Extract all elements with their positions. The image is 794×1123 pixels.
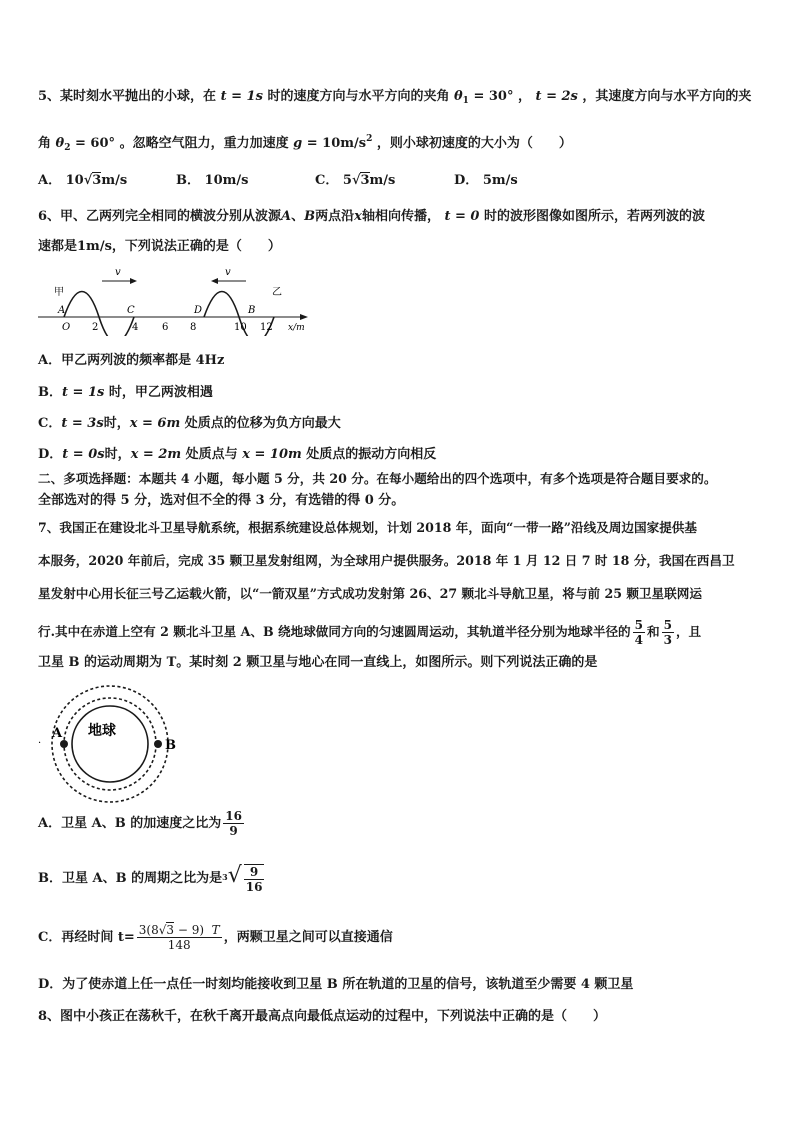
text: 轴相向传播， bbox=[361, 209, 440, 224]
math: B bbox=[304, 209, 316, 224]
text: 6、甲、乙两列完全相同的横波分别从波源 bbox=[38, 209, 282, 224]
math: T bbox=[211, 923, 220, 937]
fraction-5-4 bbox=[633, 618, 645, 647]
text: B．卫星 A、B 的周期之比为是 bbox=[38, 871, 223, 886]
math: g bbox=[293, 136, 303, 151]
q6-line1 bbox=[38, 208, 705, 226]
q7-option-b: B．卫星 A、B 的周期之比为是3√ $\frac{9}{16}$ bbox=[38, 863, 263, 894]
orbit-diagram bbox=[36, 684, 186, 804]
math: 5 bbox=[342, 173, 352, 188]
satellite-a bbox=[60, 740, 68, 748]
text: 时， bbox=[103, 416, 130, 431]
x-axis-arrow bbox=[300, 314, 308, 320]
frac-den: 4 bbox=[634, 633, 643, 647]
frac-den: 148 bbox=[167, 938, 191, 952]
text: C．再经时间 t= bbox=[38, 930, 135, 945]
math: 10m/s bbox=[204, 173, 249, 188]
math: 5m/s bbox=[482, 173, 518, 188]
option-label: C． bbox=[38, 416, 62, 431]
math: x = 6m bbox=[129, 416, 181, 431]
section2-line2 bbox=[38, 492, 404, 510]
text: 本服务，2020 年前后，完成 35 颗卫星发射组网，为全球用户提供服务。2018 年 1 月 12 日 7 时 18 分，我国在西昌卫 bbox=[38, 553, 735, 568]
math: A bbox=[281, 209, 292, 224]
velocity-arrowhead-yi bbox=[211, 278, 218, 284]
option-label: C． bbox=[315, 173, 339, 188]
q7-line2 bbox=[38, 552, 735, 570]
q7-line3 bbox=[38, 585, 702, 603]
text: 、 bbox=[291, 209, 305, 224]
tick-12: 12 bbox=[260, 322, 273, 333]
text: ， bbox=[518, 89, 532, 104]
tick-4: 4 bbox=[132, 322, 139, 333]
math: m/s bbox=[369, 173, 396, 188]
text: A．卫星 A、B 的加速度之比为 bbox=[38, 816, 222, 831]
q5-line2 bbox=[38, 130, 572, 157]
math: t = 0 bbox=[444, 209, 480, 224]
fraction-16-9 bbox=[223, 809, 244, 838]
math: t = 3s bbox=[61, 416, 104, 431]
tick-10: 10 bbox=[234, 322, 247, 333]
tick-2: 2 bbox=[92, 322, 99, 333]
math-radicand: 3 bbox=[166, 923, 175, 937]
q7-option-c bbox=[38, 918, 393, 958]
math: t = 1s bbox=[62, 385, 105, 400]
q5-option-c: C． 5√3m/s bbox=[315, 173, 396, 188]
text: 处质点的位移为负方向最大 bbox=[184, 416, 341, 431]
text: ，下列说法正确的是（ ） bbox=[111, 239, 281, 254]
frac-den: 16 bbox=[245, 879, 263, 894]
fraction-9-16 bbox=[244, 864, 265, 894]
text: 处质点的振动方向相反 bbox=[306, 447, 437, 462]
tick-6: 6 bbox=[162, 322, 169, 333]
math-sub: 1 bbox=[462, 96, 469, 106]
math: t = 2s bbox=[535, 89, 578, 104]
q6-option-d bbox=[38, 446, 436, 464]
math: x bbox=[354, 209, 362, 224]
math: m/s bbox=[101, 173, 128, 188]
point-C: C bbox=[127, 305, 135, 316]
text: 5、某时刻水平抛出的小球，在 bbox=[38, 89, 217, 104]
frac-den: 9 bbox=[229, 824, 238, 838]
text: 处质点与 bbox=[185, 447, 238, 462]
math: − 9) bbox=[174, 923, 205, 937]
q5-option-a: A． 10√3m/s bbox=[38, 173, 128, 188]
text: ，且 bbox=[675, 624, 702, 639]
label-b: B bbox=[165, 738, 176, 753]
earth-label: 地球 bbox=[88, 723, 116, 739]
fraction-5-3 bbox=[662, 618, 674, 647]
math: t = 0s bbox=[62, 447, 105, 462]
text: 卫星 B 的运动周期为 T。某时刻 2 颗卫星与地心在同一直线上，如图所示。则下列说法正确的是 bbox=[38, 655, 598, 670]
text: A．甲乙两列波的频率都是 4Hz bbox=[38, 353, 225, 368]
label-yi: 乙 bbox=[272, 287, 282, 298]
tick-O: O bbox=[62, 322, 71, 333]
frac-den: 3 bbox=[663, 633, 672, 647]
math: x = 10m bbox=[242, 447, 302, 462]
option-label: B． bbox=[176, 173, 200, 188]
math: 1m/s bbox=[77, 239, 112, 254]
q8-line1 bbox=[38, 1008, 606, 1026]
wave-jia bbox=[64, 292, 134, 337]
earth-circle bbox=[72, 706, 148, 782]
text: 角 bbox=[38, 136, 52, 151]
text: 星发射中心用长征三号乙运载火箭，以“一箭双星”方式成功发射第 26、27 颗北斗导航卫星，将与前 25 颗卫星联网运 bbox=[38, 586, 702, 601]
q5-line1 bbox=[38, 88, 751, 110]
math: x = 2m bbox=[130, 447, 182, 462]
orbit-b bbox=[52, 686, 168, 802]
velocity-arrowhead-jia bbox=[130, 278, 137, 284]
math: t = 1s bbox=[220, 89, 263, 104]
q5-option-d bbox=[454, 172, 518, 190]
section-heading: 二、多项选择题：本题共 4 小题，每小题 5 分，共 20 分。在每小题给出的四个选项中，有多个选项是符合题目要求的。 bbox=[38, 471, 717, 486]
q6-option-a bbox=[38, 352, 224, 370]
axis-label-xm: x/m bbox=[288, 323, 305, 333]
text: D．为了使赤道上任一点任一时刻均能接收到卫星 B 所在轨道的卫星的信号，该轨道至少需要 4 颗卫星 bbox=[38, 977, 634, 992]
option-label: A． bbox=[38, 173, 62, 188]
math: θ bbox=[453, 89, 463, 104]
text: 时的速度方向与水平方向的夹角 bbox=[267, 89, 450, 104]
point-A: A bbox=[58, 305, 66, 316]
q7-line4 bbox=[38, 614, 701, 650]
tick-8: 8 bbox=[190, 322, 197, 333]
q5-option-b bbox=[176, 172, 248, 190]
point-D: D bbox=[194, 305, 203, 316]
math: θ bbox=[55, 136, 65, 151]
math: = 60° bbox=[70, 136, 116, 151]
q6-option-c bbox=[38, 415, 341, 433]
label-v2: v bbox=[225, 267, 231, 278]
label-v1: v bbox=[115, 267, 121, 278]
q6-option-b bbox=[38, 384, 213, 402]
q6-line2 bbox=[38, 238, 281, 256]
text: 时的波形图像如图所示，若两列波的波 bbox=[484, 209, 706, 224]
math: 10 bbox=[65, 173, 84, 188]
section2-line1 bbox=[38, 470, 716, 488]
wave-diagram bbox=[38, 264, 318, 336]
q7-line1 bbox=[38, 519, 697, 537]
text: 时，甲乙两波相遇 bbox=[108, 385, 213, 400]
q7-option-d bbox=[38, 976, 633, 994]
text: ，则小球初速度的大小为（ ） bbox=[376, 136, 572, 151]
math: 3(8 bbox=[138, 923, 159, 937]
frac-num: 3(8√3 − 9) T bbox=[138, 923, 220, 937]
q7-option-a bbox=[38, 806, 246, 842]
option-label: D． bbox=[38, 447, 63, 462]
text: 全部选对的得 5 分，选对但不全的得 3 分，有选错的得 0 分。 bbox=[38, 493, 405, 508]
frac-num: 5 bbox=[634, 618, 643, 632]
label-a: A bbox=[52, 726, 63, 741]
text: 两点沿 bbox=[315, 209, 355, 224]
text: ，两颗卫星之间可以直接通信 bbox=[223, 930, 393, 945]
q7-line5 bbox=[38, 654, 597, 672]
text: 。忽略空气阻力，重力加速度 bbox=[119, 136, 289, 151]
orbit-a bbox=[64, 698, 156, 790]
math: = 30° bbox=[468, 89, 514, 104]
satellite-b bbox=[154, 740, 162, 748]
frac-num: 5 bbox=[663, 618, 672, 632]
math-radicand: 3 bbox=[92, 173, 102, 188]
option-label: D． bbox=[454, 173, 479, 188]
math-radicand: 3 bbox=[360, 173, 370, 188]
text: 行.其中在赤道上空有 2 颗北斗卫星 A、B 绕地球做同方向的匀速圆周运动，其轨道半径分别为地球半径的 bbox=[38, 624, 631, 639]
text: ，其速度方向与水平方向的夹 bbox=[582, 89, 752, 104]
point-B: B bbox=[248, 305, 256, 316]
root-index: 3 bbox=[222, 872, 228, 882]
text: 时， bbox=[104, 447, 131, 462]
text: 和 bbox=[647, 624, 660, 639]
tick-mark: · bbox=[38, 738, 42, 749]
label-jia: 甲 bbox=[54, 287, 64, 298]
text: 速都是 bbox=[38, 239, 78, 254]
math-sub: 2 bbox=[64, 143, 71, 153]
frac-num: 16 bbox=[225, 809, 242, 823]
math-sup: 2 bbox=[366, 134, 373, 144]
text: 8、图中小孩正在荡秋千，在秋千离开最高点向最低点运动的过程中，下列说法中正确的是（ ） bbox=[38, 1009, 607, 1024]
text: 7、我国正在建设北斗卫星导航系统，根据系统建设总体规划，计划 2018 年，面向“一带一路”沿线及周边国家提供基 bbox=[38, 520, 697, 535]
fraction-time bbox=[137, 923, 222, 952]
math: = 10m/s bbox=[302, 136, 367, 151]
option-label: B． bbox=[38, 385, 62, 400]
frac-num: 9 bbox=[244, 865, 265, 880]
